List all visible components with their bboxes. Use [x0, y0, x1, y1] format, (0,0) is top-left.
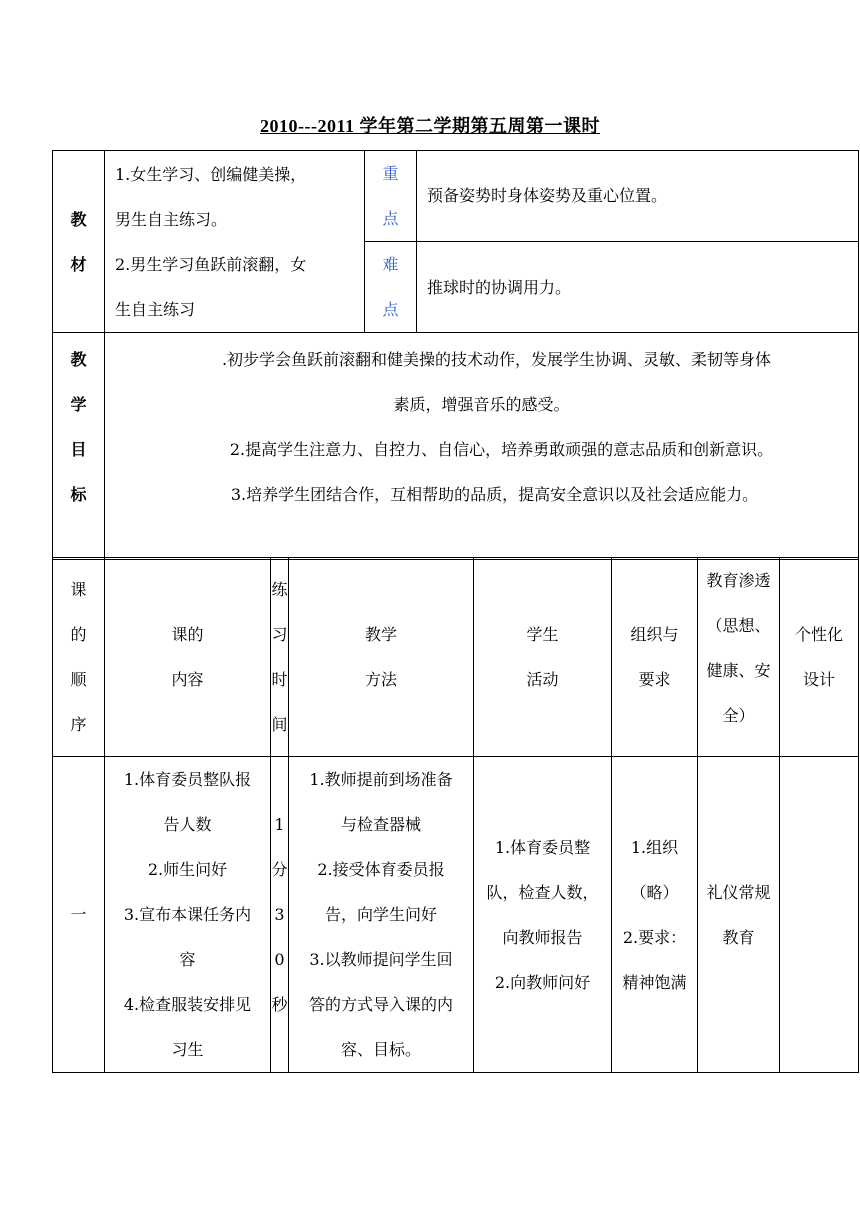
- key-point-label: 重 点: [365, 151, 417, 242]
- key-point-text: 预备姿势时身体姿势及重心位置。: [417, 151, 859, 242]
- row1-edu: 礼仪常规 教育: [698, 757, 780, 1073]
- header-edu: 教育渗透 （思想、 健康、安 全）: [698, 558, 780, 757]
- goal-label: 教 学 目 标: [53, 333, 105, 560]
- header-order: 课 的 顺 序: [53, 558, 105, 757]
- difficulty-text: 推球时的协调用力。: [417, 242, 859, 333]
- header-content: 课的 内容: [105, 558, 271, 757]
- header-method: 教学 方法: [289, 558, 474, 757]
- lesson-info-table: [52, 150, 859, 560]
- jiaocai-label: 教 材: [53, 151, 105, 333]
- header-org: 组织与 要求: [612, 558, 698, 757]
- row1-personal: [780, 757, 859, 1073]
- header-activity: 学生 活动: [474, 558, 612, 757]
- lesson-plan-table: [52, 557, 859, 1073]
- row1-method: 1.教师提前到场准备 与检查器械 2.接受体育委员报 告，向学生问好 3.以教师提问学生回 答的方式导入课的内 容、目标。: [289, 757, 474, 1073]
- difficulty-label: 难 点: [365, 242, 417, 333]
- header-time: 练 习 时 间: [271, 558, 289, 757]
- lesson-content: 1.女生学习、创编健美操， 男生自主练习。 2.男生学习鱼跃前滚翻，女 生自主练习: [105, 151, 365, 333]
- header-personal: 个性化 设计: [780, 558, 859, 757]
- row1-time: 1 分 3 0 秒: [271, 757, 289, 1073]
- row1-content: 1.体育委员整队报 告人数 2.师生问好 3.宣布本课任务内 容 4.检查服装安排见 习生: [105, 757, 271, 1073]
- page-title: 2010---2011 学年第二学期第五周第一课时: [260, 116, 600, 136]
- goal-text: .初步学会鱼跃前滚翻和健美操的技术动作，发展学生协调、灵敏、柔韧等身体 素质，增强音乐的感受。 2.提高学生注意力、自控力、自信心，培养勇敢顽强的意志品质和创新意识。 3.培养学生团结合作，互相帮助的品质，提高安全意识以及社会适应能力。: [105, 333, 859, 560]
- row1-order: 一: [53, 757, 105, 1073]
- row1-activity: 1.体育委员整 队，检查人数， 向教师报告 2.向教师问好: [474, 757, 612, 1073]
- row1-org: 1.组织 （略） 2.要求： 精神饱满: [612, 757, 698, 1073]
